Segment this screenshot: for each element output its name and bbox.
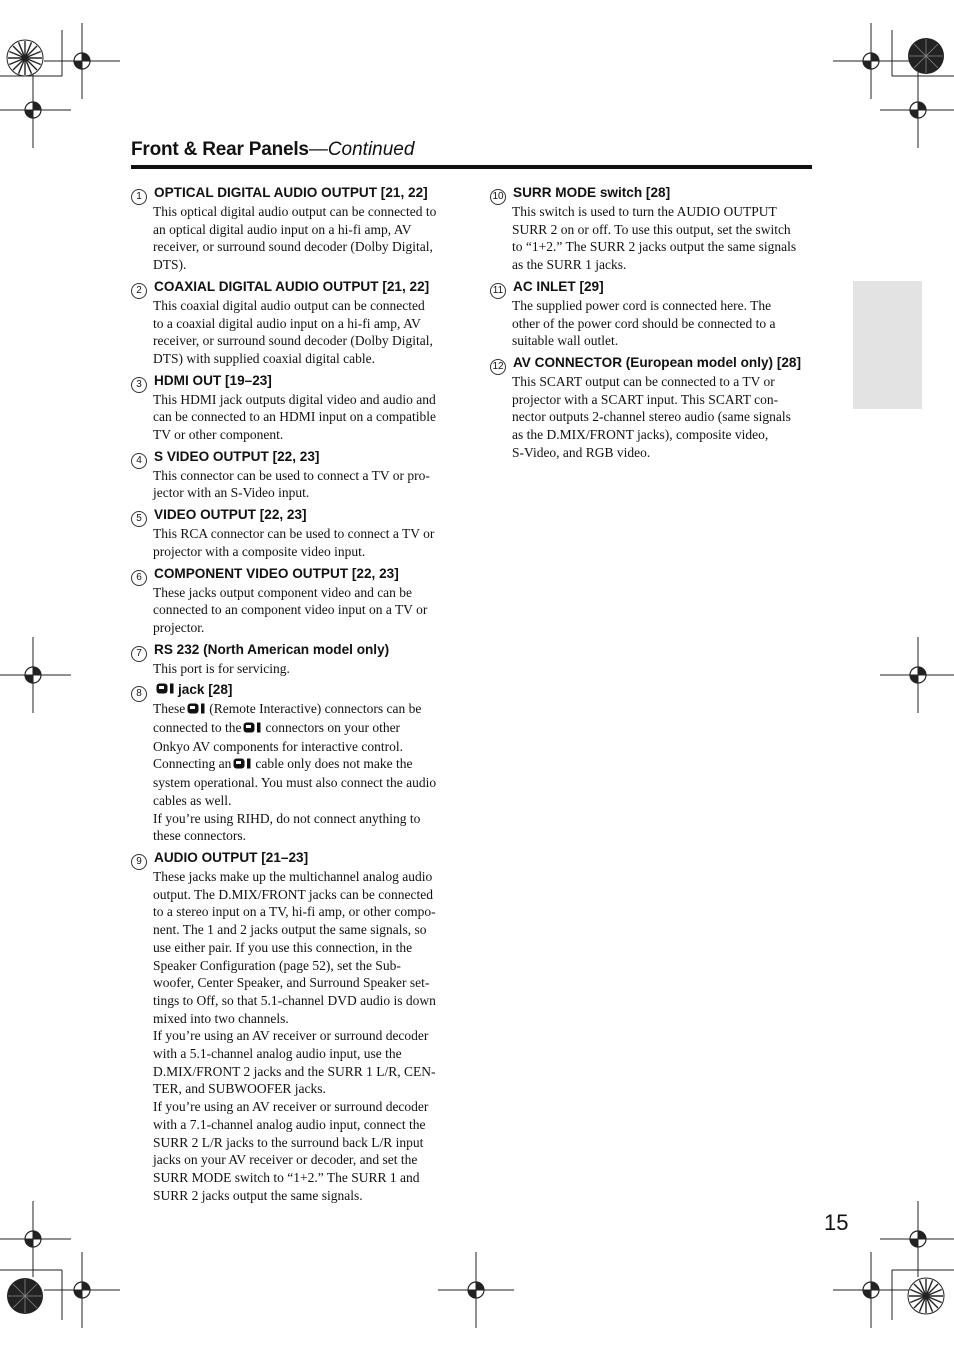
page-title: Front & Rear Panels [131, 139, 309, 160]
item-title: jack [28] [178, 682, 233, 698]
item-title: COAXIAL DIGITAL AUDIO OUTPUT [21, 22] [154, 278, 430, 294]
item-number: 4 [131, 453, 147, 469]
page-header [131, 139, 812, 161]
item-number: 9 [131, 854, 147, 870]
ri-text: (Remote Interactive) connectors can be [209, 701, 422, 717]
left-column [131, 184, 461, 1208]
item-number: 6 [131, 570, 147, 586]
item-number: 3 [131, 377, 147, 393]
item-body [153, 467, 461, 502]
item-paragraph: The supplied power cord is connected here. The other of the power cord should be connected to a suitable wall outlet. [512, 297, 776, 349]
item-title: VIDEO OUTPUT [22, 23] [154, 507, 307, 523]
list-item [131, 448, 461, 502]
list-item-ri-jack [131, 681, 461, 845]
list-item [131, 506, 461, 560]
item-title: OPTICAL DIGITAL AUDIO OUTPUT [21, 22] [154, 185, 428, 200]
item-paragraph: This RCA connector can be used to connect a TV or projector with a composite video input. [153, 526, 435, 559]
item-title: RS 232 (North American model only) [154, 641, 390, 657]
starburst-mark [906, 36, 946, 76]
item-paragraph: This SCART output can be connected to a TV or projector with a SCART input. This SCART con- nector outputs 2-channel stereo audio (same signals as the D.MIX/FRONT jacks), composite video, S-Video, and RGB video. [512, 373, 791, 460]
item-number: 12 [490, 359, 506, 375]
item-body [153, 700, 461, 845]
list-item-audio-output [131, 849, 461, 1204]
item-body [153, 391, 461, 444]
page-title-continued: —Continued [308, 139, 415, 160]
item-number: 1 [131, 189, 147, 205]
list-item [131, 565, 461, 637]
item-heading [131, 278, 461, 297]
item-paragraph: This port is for servicing. [153, 660, 290, 676]
right-item-list [490, 184, 820, 461]
starburst-mark [5, 38, 45, 78]
item-title: COMPONENT VIDEO OUTPUT [22, 23] [154, 565, 399, 581]
item-number: 11 [490, 283, 506, 299]
item-title: AV CONNECTOR (European model only) [28] [513, 354, 802, 370]
ri-text: Onkyo AV components for interactive control. [153, 738, 403, 754]
item-number: 8 [131, 686, 147, 702]
item-number: 10 [490, 189, 506, 205]
list-item [131, 641, 461, 678]
item-body [512, 297, 820, 350]
ri-logo-icon [243, 720, 263, 738]
page-number: 15 [824, 1210, 849, 1235]
ri-text: cable only does not make the [255, 756, 413, 772]
left-item-list [131, 184, 461, 677]
list-item [490, 184, 820, 274]
item-number: 2 [131, 283, 147, 299]
item-body [153, 660, 461, 678]
item-body [512, 203, 820, 274]
right-column [490, 184, 820, 465]
item-paragraph: These jacks output component video and can be connected to an component video input on a TV or projector. [153, 584, 428, 635]
item-heading [131, 372, 461, 391]
ri-logo-icon [233, 756, 253, 774]
item-heading [131, 565, 461, 584]
list-item [490, 354, 820, 462]
item-heading [131, 641, 461, 660]
item-paragraph: This HDMI jack outputs digital video and audio and can be connected to an HDMI input on a compatible TV or other component. [153, 391, 437, 443]
item-title: SURR MODE switch [28] [513, 185, 671, 200]
item-body [153, 868, 461, 1204]
item-body [153, 297, 461, 368]
section-tab [853, 281, 922, 409]
ri-text: If you’re using RIHD, do not connect anything to these connectors. [153, 810, 421, 844]
item-body [512, 373, 820, 462]
item-heading [131, 681, 461, 700]
item-body [153, 584, 461, 637]
item-heading [490, 278, 820, 297]
item-body [153, 203, 461, 274]
item-heading [131, 448, 461, 467]
item-title: AUDIO OUTPUT [21–23] [154, 849, 309, 865]
item-paragraph: This connector can be used to connect a TV or pro- jector with an S-Video input. [153, 467, 430, 501]
ri-text: connectors on your other [265, 720, 401, 736]
starburst-mark [906, 1276, 946, 1316]
item-paragraph: These jacks make up the multichannel analog audio output. The D.MIX/FRONT jacks can be connected to a stereo input on a TV, hi-fi amp, or other compo- nent. The 1 and 2 jacks output the same signals, so use either pair. If you use this connection, in the Speaker Configuration (page 52), set the Sub- woofer, Center Speaker, and Surround Speaker set- tings to Off, so that 5.1-channel DVD audio is down mixed into two channels. [153, 868, 436, 1026]
list-item [131, 372, 461, 444]
item-paragraph: This switch is used to turn the AUDIO OUTPUT SURR 2 on or off. To use this output, set the switch to “1+2.” The SURR 2 jacks output the same signals as the SURR 1 jacks. [512, 204, 797, 273]
item-number: 5 [131, 511, 147, 527]
item-number: 7 [131, 646, 147, 662]
list-item [131, 278, 461, 368]
item-heading [131, 184, 461, 203]
header-rule [131, 165, 812, 169]
list-item [131, 184, 461, 274]
ri-text: These [153, 701, 186, 717]
item-body [153, 525, 461, 560]
item-paragraph: This coaxial digital audio output can be connected to a coaxial digital audio input on a hi-fi amp, AV receiver, or surround sound decoder (Dolby Digital, DTS) with supplied coaxial digital cable. [153, 297, 433, 366]
ri-logo-icon [156, 681, 176, 698]
ri-logo-icon [187, 701, 207, 719]
item-heading [131, 849, 461, 868]
item-heading [490, 354, 820, 373]
item-heading [490, 184, 820, 203]
starburst-mark [5, 1276, 45, 1316]
item-heading [131, 506, 461, 525]
ri-text: connected to the [153, 720, 242, 736]
item-title: AC INLET [29] [513, 278, 604, 294]
ri-text: system operational. You must also connect the audio cables as well. [153, 775, 437, 808]
item-paragraph: If you’re using an AV receiver or surround decoder with a 5.1-channel analog audio input, use the D.MIX/FRONT 2 jacks and the SURR 1 L/R, CEN- TER, and SUBWOOFER jacks. [153, 1028, 436, 1097]
item-title: S VIDEO OUTPUT [22, 23] [154, 448, 320, 464]
ri-text: Connecting an [153, 756, 232, 772]
list-item [490, 278, 820, 350]
item-paragraph: This optical digital audio output can be connected to an optical digital audio input on a hi-fi amp, AV receiver, or surround sound decoder (Dolby Digital, DTS). [153, 204, 437, 273]
item-paragraph: If you’re using an AV receiver or surround decoder with a 7.1-channel analog audio input, connect the SURR 2 L/R jacks to the surround back L/R input jacks on your AV receiver or decoder, and set the SURR MODE switch to “1+2.” The SURR 1 and SURR 2 jacks output the same signals. [153, 1099, 429, 1203]
item-title: HDMI OUT [19–23] [154, 372, 272, 388]
